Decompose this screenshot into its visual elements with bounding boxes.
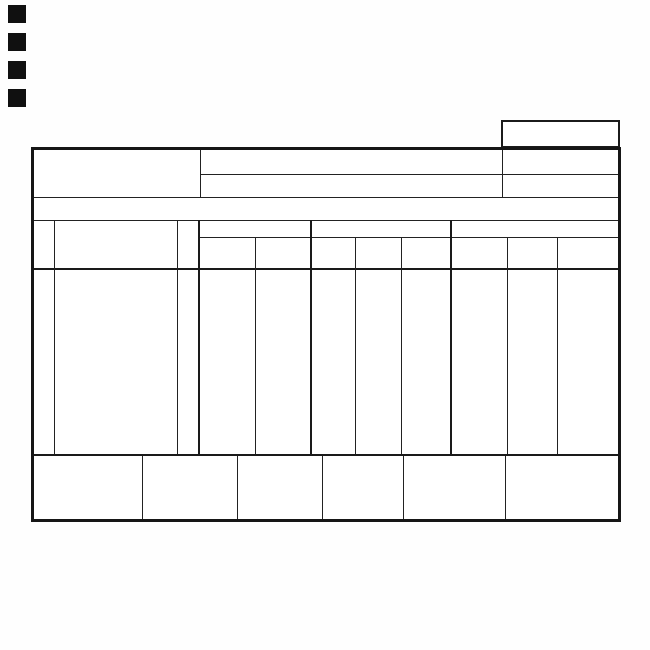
col-header-spolu-bez-dph [450, 237, 507, 268]
footer-cell-vydal [237, 454, 322, 519]
footer-cell-kontroloval [505, 454, 618, 519]
footer-cell-prijal [322, 454, 403, 519]
col-header-spolu-s-dph [557, 237, 618, 268]
grid-line [34, 197, 618, 198]
registration-mark [8, 89, 26, 107]
grid-line [255, 237, 256, 454]
group-header-spolu-sk [450, 220, 618, 237]
grid-line [355, 237, 356, 454]
cislo-field [501, 120, 620, 148]
col-header-nazov [54, 220, 177, 268]
grid-line [557, 237, 558, 454]
col-header-cena-dph [355, 237, 401, 268]
grid-line [502, 150, 503, 197]
registration-mark [8, 5, 26, 23]
grid-line [34, 268, 618, 270]
col-header-ziadane [198, 237, 255, 268]
grid-line [200, 174, 618, 175]
col-header-cena-s-dph [401, 237, 450, 268]
grid-line [200, 150, 201, 197]
form-body [31, 147, 621, 522]
group-header-cena-za-mj [310, 220, 450, 237]
registration-mark [8, 61, 26, 79]
col-header-mj [177, 220, 198, 268]
group-header-mnozstvo [198, 220, 310, 237]
col-header-por-cis [34, 220, 54, 268]
footer-cell-poznamka [34, 454, 142, 519]
col-header-vydane [255, 237, 310, 268]
registration-mark [8, 33, 26, 51]
col-header-spolu-dph [507, 237, 557, 268]
grid-line [507, 237, 508, 454]
col-header-cena-bez-dph [310, 237, 355, 268]
footer-cell-schvalil [403, 454, 505, 519]
footer-cell-vyhotovil [142, 454, 237, 519]
grid-line [401, 237, 402, 454]
